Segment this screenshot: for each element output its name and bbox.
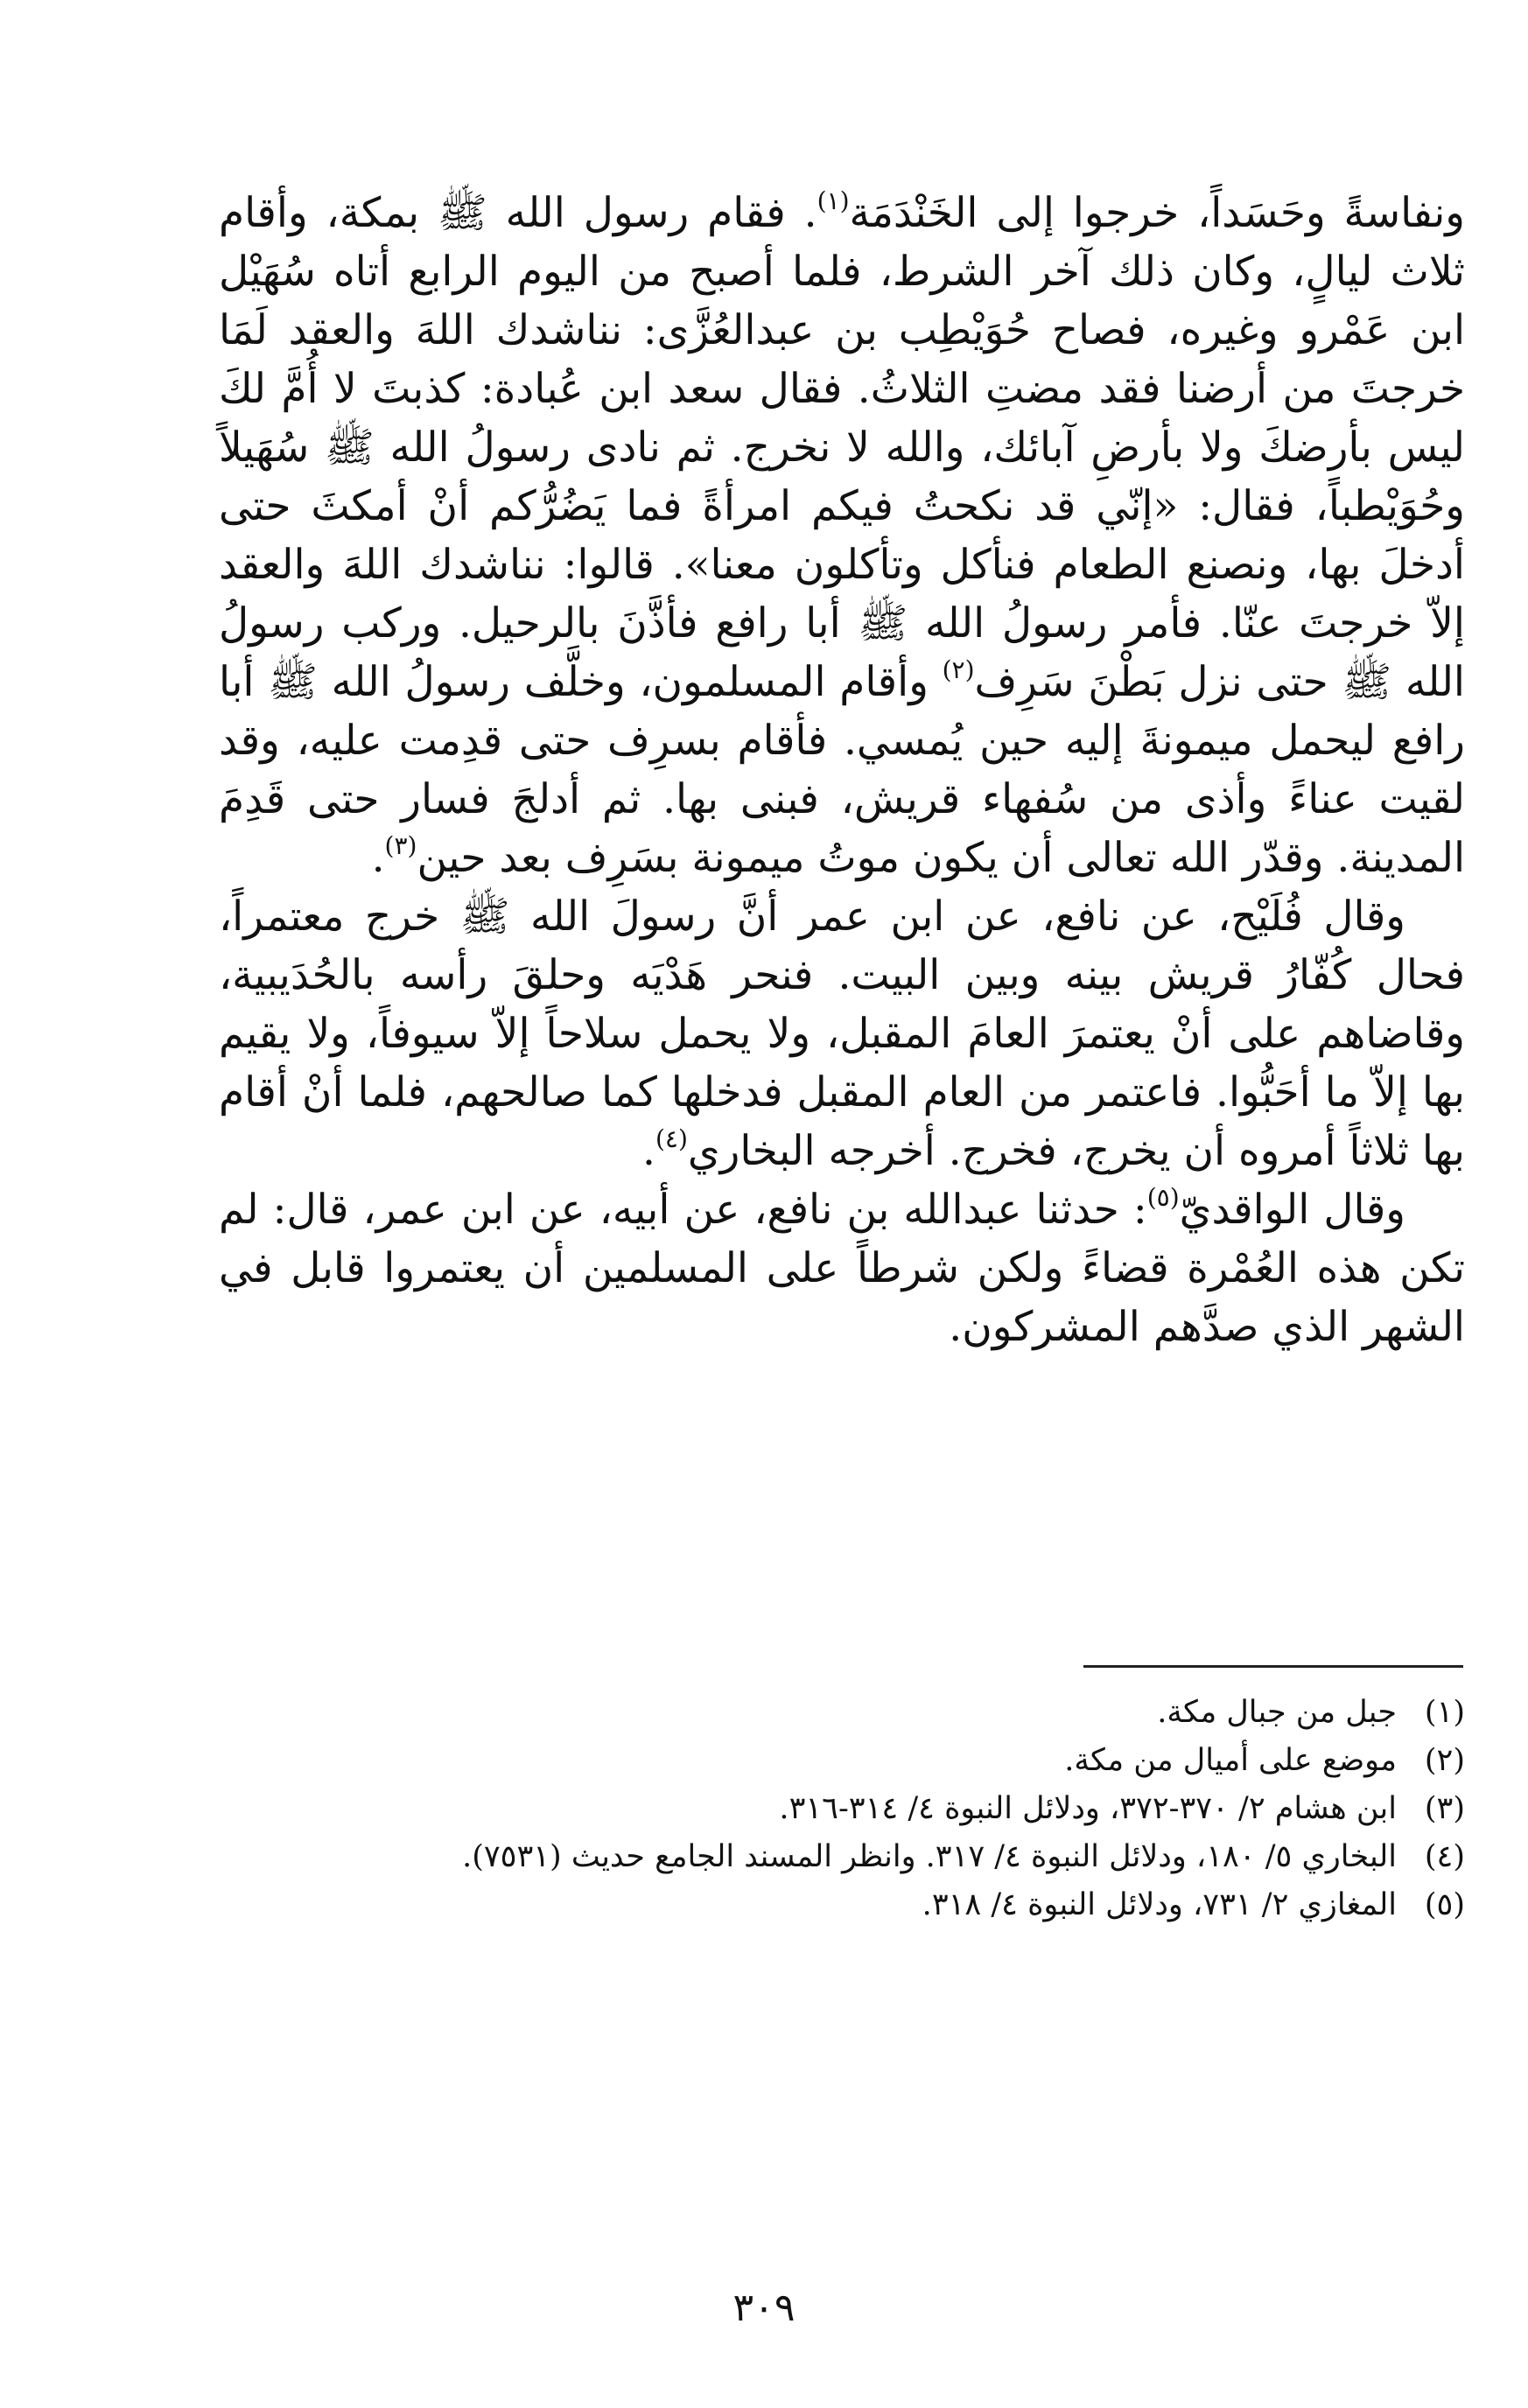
footnote-ref-4: (٤) [655,1124,688,1153]
footnote-number: (٣) [1424,1791,1465,1826]
footnote-number: (١) [1424,1695,1465,1730]
paragraph-3 [219,1180,1465,1356]
paragraph-2 [219,887,1465,1180]
paragraph-text: . [642,1127,655,1175]
footnote-1 [219,1690,1465,1735]
footnote-number: (٥) [1424,1887,1465,1922]
footnote-divider [1083,1665,1463,1668]
footnote-text: المغازي ٢/ ٧٣١، ودلائل النبوة ٤/ ٣١٨. [922,1887,1397,1922]
footnote-ref-3: (٣) [384,831,417,860]
paragraph-text: وقال الواقديّ [1179,1186,1405,1234]
footnote-number: (٤) [1424,1839,1465,1874]
footnote-number: (٢) [1424,1743,1465,1778]
paragraph-text: . [371,834,385,882]
footnote-4 [219,1835,1465,1880]
footnote-text: ابن هشام ٢/ ٣٧٠-٣٧٢، ودلائل النبوة ٤/ ٣١٤-٣١٦. [779,1791,1397,1826]
main-text [219,184,1465,1356]
footnote-ref-2: (٢) [942,655,975,684]
footnote-text: موضع على أميال من مكة. [1064,1743,1397,1778]
footnote-5 [219,1883,1465,1928]
paragraph-text: : حدثنا عبدالله بن نافع، عن أبيه، عن ابن عمر، قال: لم تكن هذه العُمْرة قضاءً ولكن شرطاً على المسلمين أن يعتمروا قابل في الشهر الذي صدَّهم المشركون. [219,1186,1465,1351]
footnote-text: جبل من جبال مكة. [1157,1695,1397,1730]
paragraph-text: وأقام المسلمون، وخلَّف رسولُ الله ﷺ أبا رافع ليحمل ميمونةَ إليه حين يُمسي. فأقام بسرِف حتى قدِمت عليه، وقد لقيت عناءً وأذى من سُفهاء قريش، فبنى بها. ثم أدلجَ فسار حتى قَدِمَ المدينة. وقدّر الله تعالى أن يكون موتُ ميمونة بسَرِف بعد حين [219,658,1465,882]
page-number: ٣٠٩ [732,2286,796,2330]
footnote-2 [219,1739,1465,1783]
footnote-text: البخاري ٥/ ١٨٠، ودلائل النبوة ٤/ ٣١٧. وانظر المسند الجامع حديث (٧٥٣١). [462,1839,1397,1874]
footnotes-list [219,1690,1465,1931]
footnote-ref-1: (١) [817,186,850,215]
footnote-ref-5: (٥) [1146,1183,1180,1212]
footnote-3 [219,1787,1465,1831]
paragraph-1 [219,184,1465,887]
paragraph-text: . فقام رسول الله ﷺ بمكة، وأقام ثلاث ليالٍ، وكان ذلك آخر الشرط، فلما أصبح من اليوم الرابع أتاه سُهَيْل ابن عَمْرو وغيره، فصاح حُوَيْطِب بن عبدالعُزَّى: نناشدك اللهَ والعقد لَمَا خرجتَ من أرضنا فقد مضتِ الثلاثُ. فقال سعد ابن عُبادة: كذبتَ لا أُمَّ لكَ ليس بأرضكَ ولا بأرضِ آبائك، والله لا نخرج. ثم نادى رسولُ الله ﷺ سُهَيلاً وحُوَيْطباً، فقال: «إنّي قد نكحتُ فيكم امرأةً فما يَضُرُّكم أنْ أمكثَ حتى أدخلَ بها، ونصنع الطعام فنأكل وتأكلون معنا». قالوا: نناشدك اللهَ والعقد إلاّ خرجتَ عنّا. فأمر رسولُ الله ﷺ أبا رافع فأذَّنَ بالرحيل. وركب رسولُ الله ﷺ حتى نزل بَطْنَ سَرِف [219,189,1465,706]
paragraph-text: ونفاسةً وحَسَداً، خرجوا إلى الخَنْدَمَة [849,189,1465,237]
paragraph-text: وقال فُلَيْح، عن نافع، عن ابن عمر أنَّ رسولَ الله ﷺ خرج معتمراً، فحال كُفّارُ قريش بينه وبين البيت. فنحر هَدْيَه وحلقَ رأسه بالحُدَيبية، وقاضاهم على أنْ يعتمرَ العامَ المقبل، ولا يحمل سلاحاً إلاّ سيوفاً، ولا يقيم بها إلاّ ما أحَبُّوا. فاعتمر من العام المقبل فدخلها كما صالحهم، فلما أنْ أقام بها ثلاثاً أمروه أن يخرج، فخرج. أخرجه البخاري [219,892,1465,1175]
